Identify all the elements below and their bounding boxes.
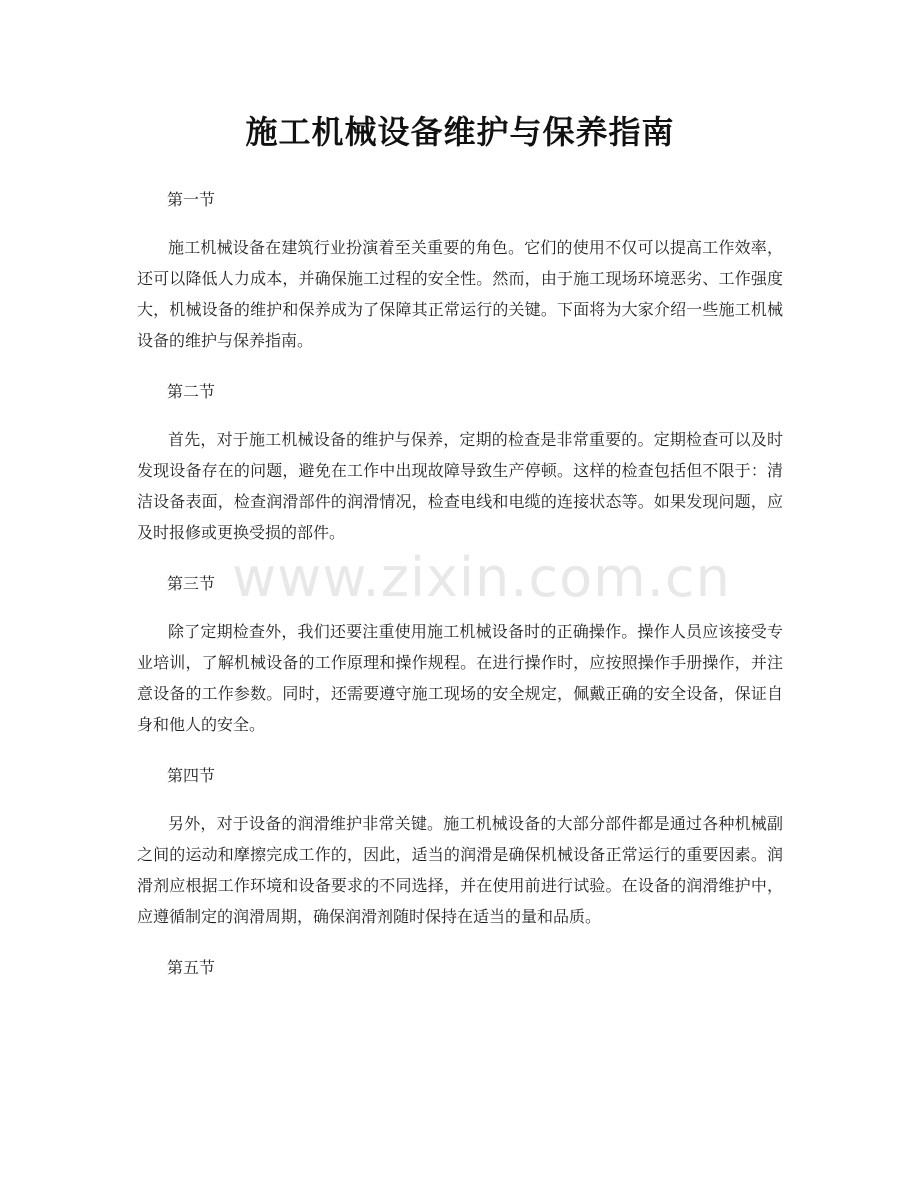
section-1	[137, 188, 783, 356]
section-3	[137, 572, 783, 740]
section-heading: 第四节	[167, 766, 216, 785]
section-5	[137, 956, 783, 980]
section-paragraph: 另外，对于设备的润滑维护非常关键。施工机械设备的大部分部件都是通过各种机械副之间的运动和摩擦完成工作的，因此，适当的润滑是确保机械设备正常运行的重要因素。润滑剂应根据工作环境和设备要求的不同选择，并在使用前进行试验。在设备的润滑维护中，应遵循制定的润滑周期，确保润滑剂随时保持在适当的量和品质。	[137, 814, 783, 926]
section-heading: 第一节	[167, 190, 216, 209]
section-paragraph: 除了定期检查外，我们还要注重使用施工机械设备时的正确操作。操作人员应该接受专业培训，了解机械设备的工作原理和操作规程。在进行操作时，应按照操作手册操作，并注意设备的工作参数。同时，还需要遵守施工现场的安全规定，佩戴正确的安全设备，保证自身和他人的安全。	[137, 622, 783, 734]
section-heading: 第三节	[167, 574, 216, 593]
section-paragraph: 首先，对于施工机械设备的维护与保养，定期的检查是非常重要的。定期检查可以及时发现设备存在的问题，避免在工作中出现故障导致生产停顿。这样的检查包括但不限于：清洁设备表面，检查润滑部件的润滑情况，检查电线和电缆的连接状态等。如果发现问题，应及时报修或更换受损的部件。	[137, 430, 783, 542]
section-heading: 第二节	[167, 382, 216, 401]
section-4	[137, 764, 783, 932]
section-2	[137, 380, 783, 548]
section-heading: 第五节	[167, 958, 216, 977]
document-title: 施工机械设备维护与保养指南	[245, 113, 675, 151]
section-paragraph: 施工机械设备在建筑行业扮演着至关重要的角色。它们的使用不仅可以提高工作效率，还可以降低人力成本，并确保施工过程的安全性。然而，由于施工现场环境恶劣、工作强度大，机械设备的维护和保养成为了保障其正常运行的关键。下面将为大家介绍一些施工机械设备的维护与保养指南。	[137, 238, 783, 350]
watermark-text: www.zixin.com.cn	[232, 546, 731, 609]
